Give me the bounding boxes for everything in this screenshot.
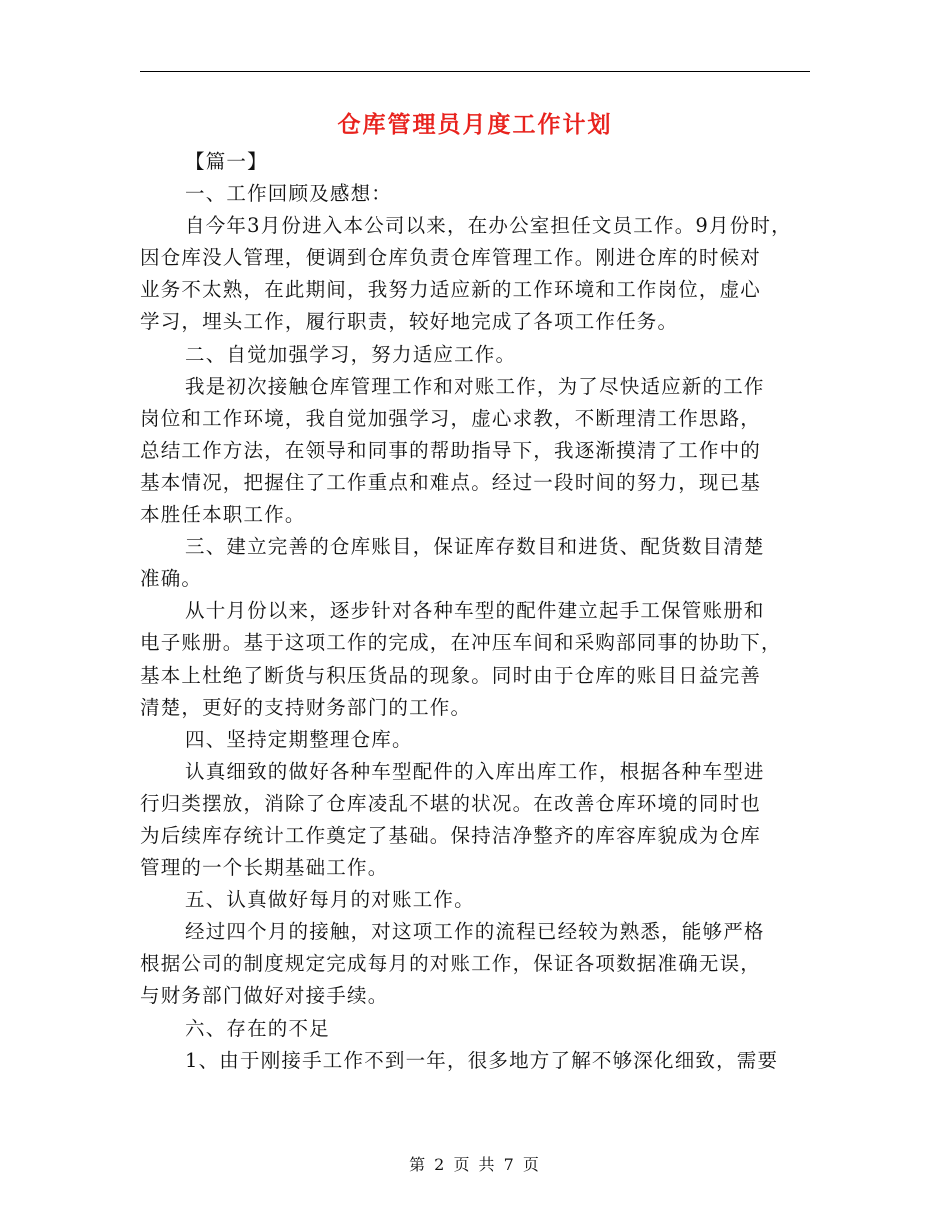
- text-line: 学习，埋头工作，履行职责，较好地完成了各项工作任务。: [140, 310, 679, 334]
- text-line: 清楚，更好的支持财务部门的工作。: [140, 695, 472, 719]
- page-footer: 第 2 页 共 7 页: [409, 1155, 541, 1174]
- text-line: 一、工作回顾及感想：: [185, 182, 393, 206]
- text-line: 认真细致的做好各种车型配件的入库出库工作，根据各种车型进: [185, 759, 765, 783]
- text-line: 与财务部门做好对接手续。: [140, 984, 389, 1008]
- text-line: 基本上杜绝了断货与积压货品的现象。同时由于仓库的账目日益完善: [140, 663, 762, 687]
- text-line: 业务不太熟，在此期间，我努力适应新的工作环境和工作岗位，虚心: [140, 278, 762, 302]
- text-line: 从十月份以来，逐步针对各种车型的配件建立起手工保管账册和: [185, 599, 765, 623]
- text-line: 本胜任本职工作。: [140, 503, 306, 527]
- text-line: 管理的一个长期基础工作。: [140, 856, 389, 880]
- text-line: 六、存在的不足: [185, 1016, 330, 1040]
- text-line: 经过四个月的接触，对这项工作的流程已经较为熟悉，能够严格: [185, 920, 765, 944]
- text-line: 为后续库存统计工作奠定了基础。保持洁净整齐的库容库貌成为仓库: [140, 823, 762, 847]
- text-line: 三、建立完善的仓库账目，保证库存数目和进货、配货数目清楚: [185, 535, 765, 559]
- text-line: 岗位和工作环境，我自觉加强学习，虚心求教，不断理清工作思路，: [140, 406, 762, 430]
- text-line: 因仓库没人管理，便调到仓库负责仓库管理工作。刚进仓库的时候对: [140, 246, 762, 270]
- text-line: 二、自觉加强学习，努力适应工作。: [185, 342, 517, 366]
- text-line: 根据公司的制度规定完成每月的对账工作，保证各项数据准确无误，: [140, 952, 762, 976]
- text-line: 准确。: [140, 567, 203, 591]
- text-line: 五、认真做好每月的对账工作。: [185, 888, 475, 912]
- text-line: 行归类摆放，消除了仓库凌乱不堪的状况。在改善仓库环境的同时也: [140, 791, 762, 815]
- header-rule: [140, 71, 810, 72]
- text-line: 1、由于刚接手工作不到一年，很多地方了解不够深化细致，需要: [185, 1048, 779, 1072]
- text-line: 总结工作方法，在领导和同事的帮助指导下，我逐渐摸清了工作中的: [140, 438, 762, 462]
- text-line: 【篇一】: [185, 150, 268, 173]
- text-line: 基本情况，把握住了工作重点和难点。经过一段时间的努力，现已基: [140, 470, 762, 494]
- text-line: 四、坚持定期整理仓库。: [185, 727, 413, 751]
- text-line: 我是初次接触仓库管理工作和对账工作，为了尽快适应新的工作: [185, 374, 765, 398]
- text-line: 自今年3月份进入本公司以来，在办公室担任文员工作。9月份时，: [185, 214, 792, 238]
- document-title: 仓库管理员月度工作计划: [337, 111, 613, 138]
- document-body: [140, 146, 830, 1077]
- text-line: 电子账册。基于这项工作的完成，在冲压车间和采购部同事的协助下，: [140, 631, 782, 655]
